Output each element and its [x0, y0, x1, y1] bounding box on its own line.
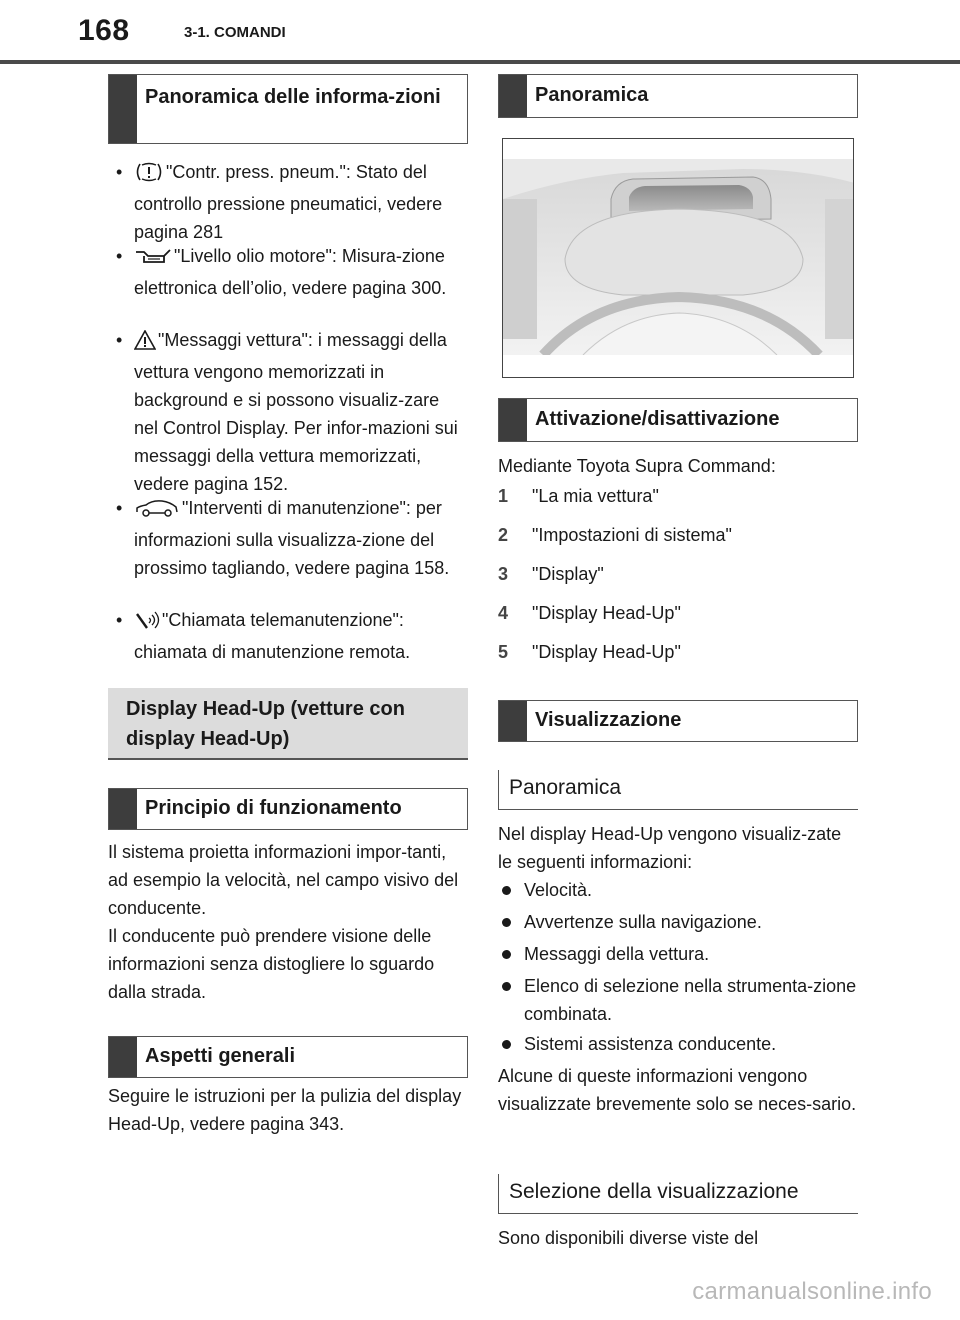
- subheading-overview: Panoramica: [498, 770, 858, 810]
- paragraph: Nel display Head-Up vengono visualiz-zate le seguenti informazioni:: [498, 824, 842, 872]
- head-up-display-photo: [502, 138, 854, 378]
- heading-bar: [109, 1037, 137, 1077]
- subheading-display-selection: Selezione della visualizzazione: [498, 1174, 858, 1214]
- bullet-dot: [502, 982, 511, 991]
- step-item: [498, 521, 858, 549]
- bullet-text: "Chiamata telemanutenzione": chiamata di manutenzione remota.: [134, 610, 411, 662]
- section-heading-head-up-display: [108, 688, 468, 760]
- header-divider: [0, 60, 960, 64]
- section-title: Panoramica: [535, 84, 649, 106]
- step-text: "La mia vettura": [532, 486, 659, 506]
- heading-bar: [499, 701, 527, 741]
- list-item: • "Livello olio motore": Misura-zione elettronica dell’olio, vedere pagina 300.: [116, 246, 447, 298]
- section-title: Attivazione/disattivazione: [535, 408, 780, 430]
- step-number: 2: [498, 525, 509, 545]
- bullet-dot: [502, 1040, 511, 1049]
- heading-bar: [499, 399, 527, 441]
- section-heading-overview: [498, 74, 858, 118]
- heading-bar: [499, 75, 527, 117]
- list-item: • "Messaggi vettura": i messaggi della vettura vengono memorizzati in background e si possono visualiz-zare nel Control Display. Per infor-mazioni sui messaggi della vettura memorizzati, vedere pagina 152.: [116, 330, 458, 494]
- section-heading-general-aspects: [108, 1036, 468, 1078]
- teleservice-wrench-icon: [134, 610, 160, 638]
- bullet-text: "Livello olio motore": Misura-zione elettronica dell’olio, vedere pagina 300.: [134, 246, 447, 298]
- list-item: Messaggi della vettura.: [498, 940, 858, 968]
- warning-triangle-icon: [134, 330, 156, 358]
- list-item: • "Chiamata telemanutenzione": chiamata di manutenzione remota.: [116, 610, 411, 662]
- watermark: carmanualsonline.info: [692, 1278, 932, 1305]
- step-number: 5: [498, 642, 509, 662]
- chapter-title: 3-1. COMANDI: [184, 24, 286, 41]
- heading-bar: [109, 75, 137, 143]
- section-heading-operating-principle: [108, 788, 468, 830]
- list-item: Sistemi assistenza conducente.: [498, 1030, 858, 1058]
- step-number: 1: [498, 486, 509, 506]
- step-item: [498, 482, 858, 510]
- page-number: 168: [78, 14, 130, 47]
- bullet-text: "Interventi di manutenzione": per informazioni sulla visualizza-zione del prossimo tagliando, vedere pagina 158.: [134, 498, 450, 578]
- list-item: • "Contr. press. pneum.": Stato del controllo pressione pneumatici, vedere pagina 281: [116, 162, 443, 242]
- step-text: "Display": [532, 564, 604, 584]
- list-item: Velocità.: [498, 876, 858, 904]
- list-item: • "Interventi di manutenzione": per informazioni sulla visualizza-zione del prossimo tagliando, vedere pagina 158.: [116, 498, 450, 578]
- step-text: "Display Head-Up": [532, 642, 681, 662]
- bullet-dot: [502, 918, 511, 927]
- car-service-icon: [134, 498, 180, 526]
- bullet-text: "Contr. press. pneum.": Stato del controllo pressione pneumatici, vedere pagina 281: [134, 162, 443, 242]
- section-heading-activation: [498, 398, 858, 442]
- paragraph: Alcune di queste informazioni vengono visualizzate brevemente solo se neces-sario.: [498, 1066, 857, 1114]
- paragraph: Seguire le istruzioni per la pulizia del display Head-Up, vedere pagina 343.: [108, 1086, 462, 1134]
- step-text: "Display Head-Up": [532, 603, 681, 623]
- oil-level-icon: [134, 246, 172, 274]
- step-number: 4: [498, 603, 509, 623]
- section-heading-display: [498, 700, 858, 742]
- bullet-text: "Messaggi vettura": i messaggi della vettura vengono memorizzati in background e si possono visualiz-zare nel Control Display. Per infor-mazioni sui messaggi della vettura memorizzati, vedere pagina 152.: [134, 330, 458, 494]
- list-item: Avvertenze sulla navigazione.: [498, 908, 858, 936]
- step-text: "Impostazioni di sistema": [532, 525, 732, 545]
- step-item: [498, 560, 858, 588]
- paragraph: Sono disponibili diverse viste del: [498, 1228, 759, 1248]
- step-item: [498, 599, 858, 627]
- step-number: 3: [498, 564, 509, 584]
- heading-bar: [109, 789, 137, 829]
- section-title: Display Head-Up (vetture con display Head-Up): [126, 698, 405, 750]
- list-item: Elenco di selezione nella strumenta-zione combinata.: [498, 972, 858, 1028]
- paragraph: Il conducente può prendere visione delle informazioni senza distogliere lo sguardo dalla strada.: [108, 926, 435, 1002]
- paragraph: Il sistema proietta informazioni impor-tanti, ad esempio la velocità, nel campo visivo del conducente.: [108, 842, 459, 918]
- tire-pressure-warning-icon: [134, 162, 164, 190]
- section-title: Visualizzazione: [535, 709, 682, 731]
- section-title: Aspetti generali: [145, 1045, 296, 1067]
- section-title: Panoramica delle informa-zioni: [145, 86, 441, 108]
- paragraph: Mediante Toyota Supra Command:: [498, 456, 776, 476]
- section-heading-info-overview: [108, 74, 468, 144]
- bullet-dot: [502, 950, 511, 959]
- bullet-dot: [502, 886, 511, 895]
- section-title: Principio di funzionamento: [145, 797, 402, 819]
- step-item: [498, 638, 858, 666]
